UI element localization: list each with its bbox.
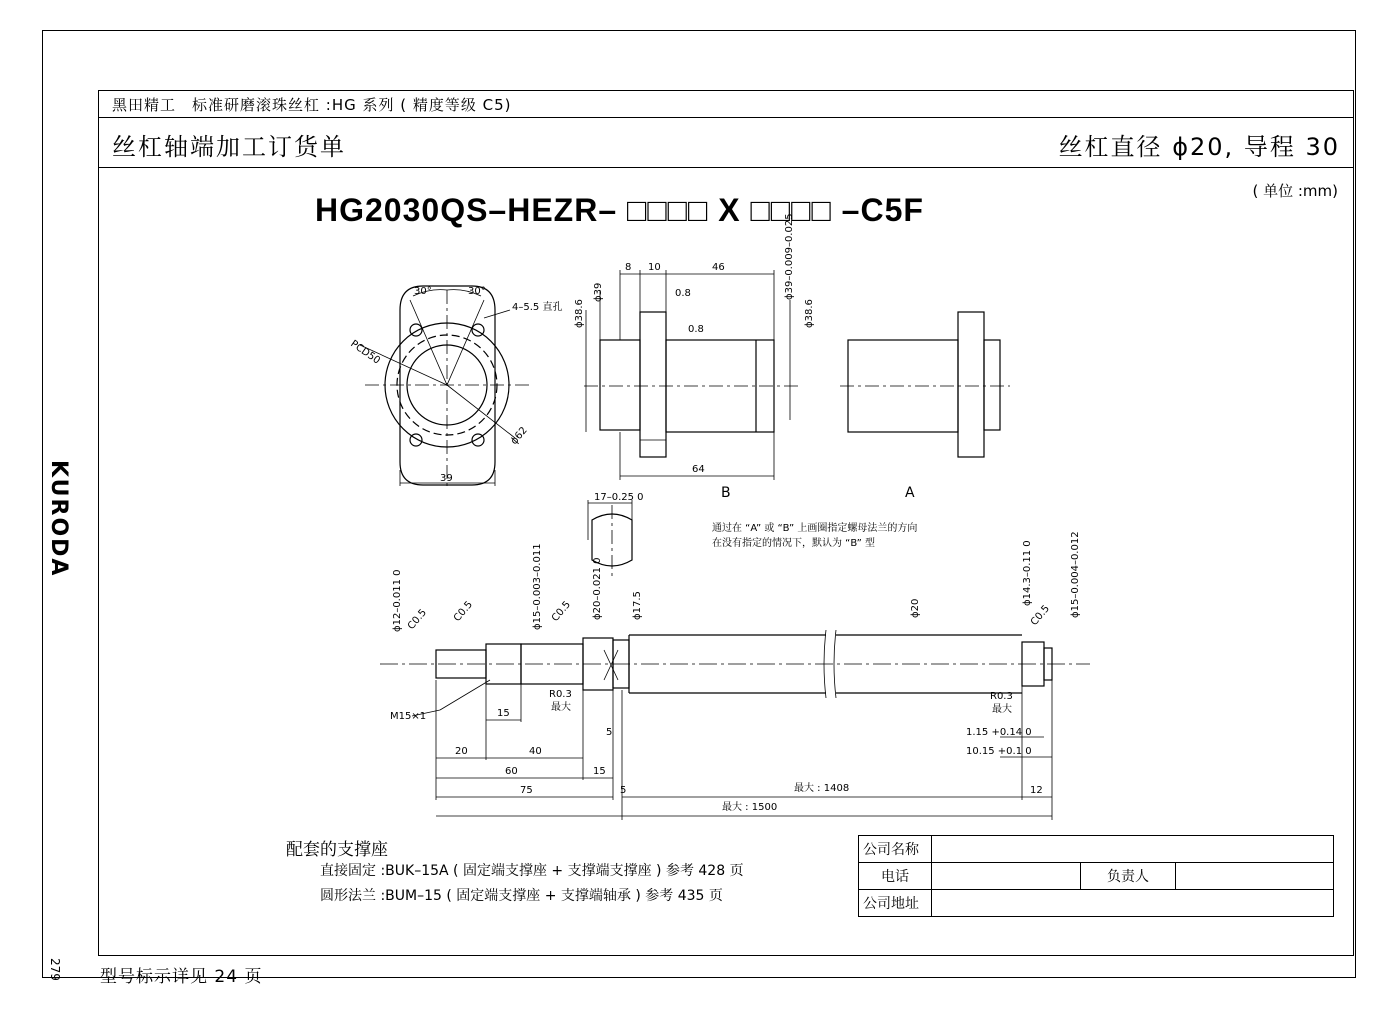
nut-dim-10: 10 xyxy=(648,262,661,273)
len-12: 12 xyxy=(1030,785,1043,796)
nut-roughness-2: 0.8 xyxy=(675,288,691,299)
nut-a-flange xyxy=(958,312,984,457)
len-60: 60 xyxy=(505,766,518,777)
shaft-dimensions xyxy=(412,680,1052,820)
shaft-drawing xyxy=(380,630,1090,698)
unit-label: ( 单位 :mm) xyxy=(1252,182,1338,200)
support-title: 配套的支撑座 xyxy=(286,840,388,860)
chamfer-1: C0.5 xyxy=(405,607,430,632)
len-75: 75 xyxy=(520,785,533,796)
len-5a: 5 xyxy=(606,727,613,738)
form-title: 丝杠轴端加工订货单 xyxy=(112,133,346,161)
nut-flange xyxy=(640,312,666,457)
shaft-dia-20a: ϕ20–0.021 0 xyxy=(592,557,603,620)
nut-dim-8: 8 xyxy=(625,262,632,273)
len-5b: 5 xyxy=(620,785,627,796)
dcut-dim: 17–0.25 0 xyxy=(594,492,644,503)
radius-1-max: 最大 xyxy=(551,702,571,713)
len-40: 40 xyxy=(529,746,542,757)
bolt-hole-1 xyxy=(410,324,422,336)
shaft-dia-143: ϕ14.3–0.11 0 xyxy=(1022,540,1033,606)
radius-2-max: 最大 xyxy=(992,704,1012,715)
len-15b: 15 xyxy=(593,766,606,777)
groove-1015: 10.15 +0.1 0 xyxy=(966,746,1032,757)
nut-dia-386-right: ϕ38.6 xyxy=(804,299,815,328)
nut-left-section xyxy=(600,340,640,430)
chamfer-3: C0.5 xyxy=(549,599,574,624)
radius-1: R0.3 xyxy=(549,689,572,700)
orientation-note-2: 在没有指定的情况下，默认为 “B” 型 xyxy=(712,538,876,549)
view-label-b: B xyxy=(721,485,731,501)
nut-dim-64: 64 xyxy=(692,464,705,475)
spec-title: 丝杠直径 ϕ20, 导程 30 xyxy=(1058,133,1340,161)
nut-dia-39: ϕ39 xyxy=(593,282,604,302)
shaft-dia-12: ϕ12–0.011 0 xyxy=(392,569,403,632)
len-20: 20 xyxy=(455,746,468,757)
nut-a-right xyxy=(984,340,1000,430)
contact-label: 负责人 xyxy=(1081,863,1176,890)
support-line-2: 圆形法兰 :BUM–15 ( 固定端支撑座 + 支撑端轴承 ) 参考 435 页 xyxy=(320,888,723,904)
shaft-dia-15a: ϕ15–0.003–0.011 xyxy=(532,543,543,630)
model-code: HG2030QS–HEZR– □□□□ X □□□□ –C5F xyxy=(315,192,924,228)
bolt-hole-label: 4–5.5 直孔 xyxy=(512,302,563,313)
orientation-note-1: 通过在 “A” 或 “B” 上画圈指定螺母法兰的方向 xyxy=(712,523,918,534)
len-1500: 最大 : 1500 xyxy=(722,802,778,813)
thread-label: M15×1 xyxy=(390,711,427,722)
groove-115: 1.15 +0.14 0 xyxy=(966,727,1032,738)
nut-view-a xyxy=(840,312,1010,457)
chamfer-4: C0.5 xyxy=(1028,603,1053,628)
bolt-hole-4 xyxy=(472,434,484,446)
flange-width: 39 xyxy=(440,473,453,484)
shaft-dia-15b: ϕ15–0.004–0.012 xyxy=(1070,531,1081,618)
shaft-dia-20: ϕ20 xyxy=(910,598,921,618)
len-1408: 最大 : 1408 xyxy=(794,783,850,794)
bolt-hole-3 xyxy=(410,434,422,446)
angle-30-right: 30° xyxy=(468,286,486,297)
series-title: 黑田精工 标准研磨滚珠丝杠 :HG 系列 ( 精度等级 C5) xyxy=(112,96,512,114)
shaft-dia-175: ϕ17.5 xyxy=(632,591,643,620)
page-number: 279 xyxy=(48,958,62,981)
angle-30-left: 30° xyxy=(414,286,432,297)
nut-roughness-1: 0.8 xyxy=(688,324,704,335)
support-line-1: 直接固定 :BUK–15A ( 固定端支撑座 + 支撑端支撑座 ) 参考 428 页 xyxy=(320,863,744,879)
phone-label: 电话 xyxy=(859,863,932,890)
nut-dia-386-left: ϕ38.6 xyxy=(574,299,585,328)
footer-note: 型号标示详见 24 页 xyxy=(100,967,263,987)
nut-view-b xyxy=(584,270,800,480)
nut-dia-39-tol: ϕ39–0.009–0.025 xyxy=(784,213,795,300)
pcd-label: PCD50 xyxy=(348,338,382,367)
address-label: 公司地址 xyxy=(859,890,932,917)
bolt-hole-2 xyxy=(472,324,484,336)
brand-logo: KURODA xyxy=(46,460,71,578)
nut-dim-46: 46 xyxy=(712,262,725,273)
chamfer-2: C0.5 xyxy=(451,599,476,624)
company-name-label: 公司名称 xyxy=(859,836,932,863)
radius-2: R0.3 xyxy=(990,691,1013,702)
len-15a: 15 xyxy=(497,708,510,719)
flange-view xyxy=(360,286,530,490)
flange-diameter: ϕ62 xyxy=(508,425,530,447)
view-label-a: A xyxy=(905,485,915,501)
